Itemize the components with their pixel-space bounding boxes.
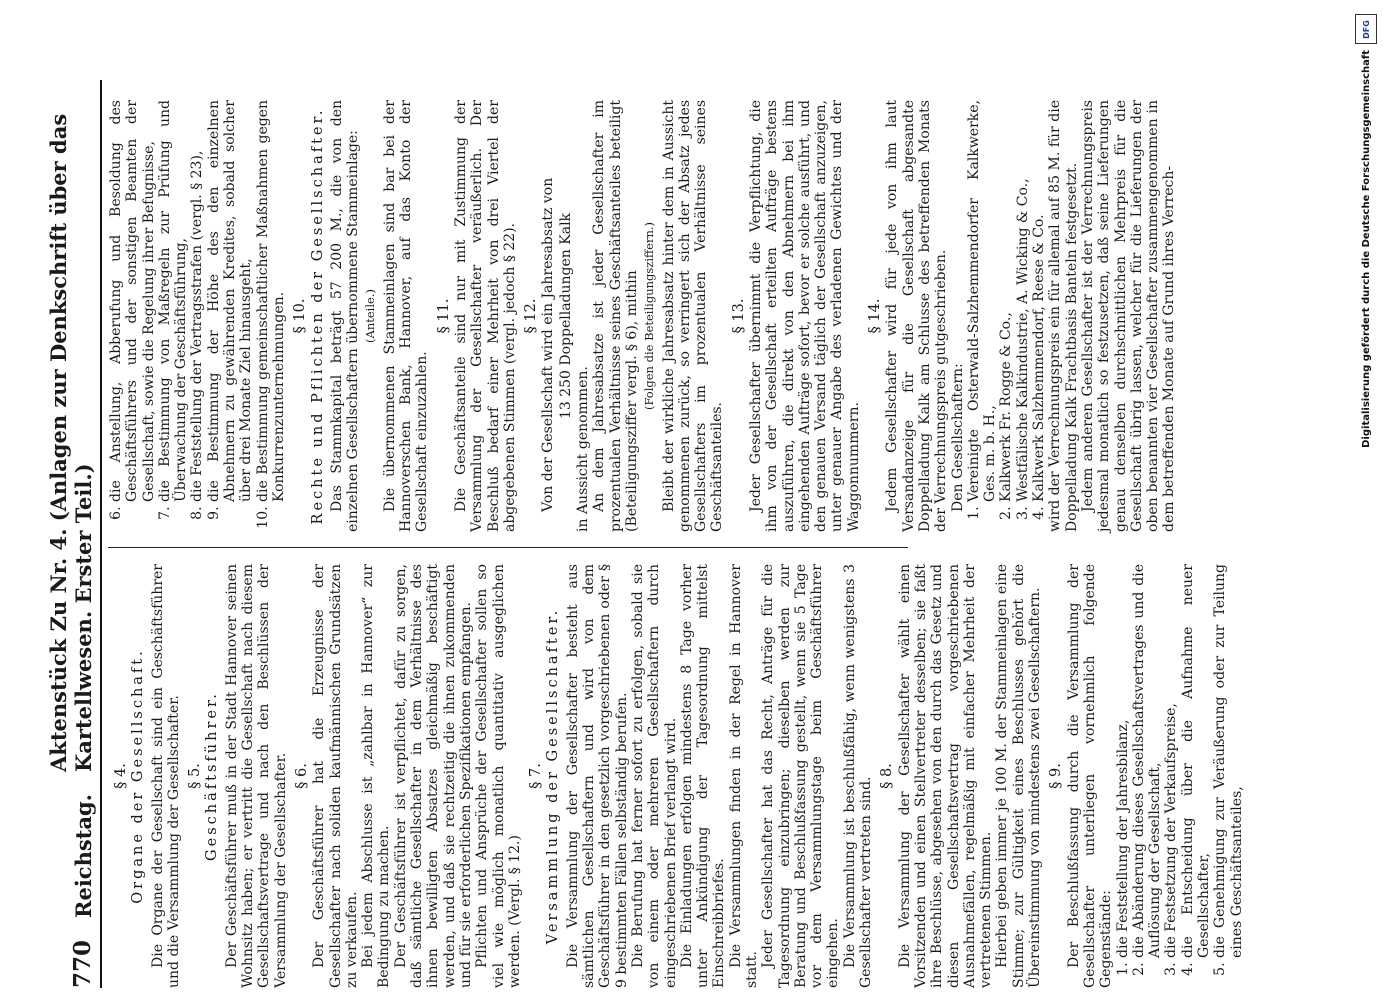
column-divider [108,547,908,548]
page-header [46,80,102,988]
paragraph: Die Berufung hat ferner sofort zu erfolgen, sobald sie von einem oder mehreren Gesellschaftern durch eingeschriebenen Brief verlangt wird. [629,564,679,988]
digitization-note [1354,14,1378,654]
paragraph: Der Geschäftsführer ist verpflichtet, dafür zu sorgen, daß sämtliche Gesellschafter in dem Verhältnisse des ihnen bewilligten Absatzes gleichmäßig beschäftigt werden, und daß sie rechtzeitig die ihnen zukommenden und für sie erforderlichen Spezifikationen empfangen. [392,564,474,988]
paragraph: Die Einladungen erfolgen mindestens 8 Tage vorher unter Ankündigung der Tagesordnung mittelst Einschreibbriefes. [678,564,728,988]
centered-line: 13 250 Doppelladungen Kalk [557,212,574,420]
paragraph: Jedem Gesellschafter wird für jede von ihm laut Versandanzeige für die Gesellschaft abgesandte Doppelladung Kalk am Schlusse des betreffenden Monats der Verrechnungspreis gutgeschrieben. [884,100,950,532]
list-item: 1. die Feststellung der Jahresbilanz, [1115,564,1131,958]
paragraph: wird der Verrechnungspreis ein für allemal auf 85 M. für die Doppelladung Kalk Frachtbasis Banteln festgesetzt. [1047,100,1080,532]
paragraph: Der Geschäftsführer muß in der Stadt Hannover seinen Wohnsitz haben; er vertritt die Gesellschaft nach diesem Gesellschaftsvertrage und nach den Beschlüssen der Versammlung der Gesellschafter. [223,564,289,988]
list-item: 10. die Bestimmung gemeinschaftlicher Maßnahmen gegen Konkurrenzunternehmungen. [255,100,288,502]
numbered-list [966,100,1047,532]
dfg-logo: DFG [1355,14,1377,44]
note: (Anteile.) [363,289,378,343]
paragraph: Die Versammlung ist beschlußfähig, wenn wenigstens 3 Gesellschafter vertreten sind. [841,564,875,988]
paragraph: Das Stammkapital beträgt 57 200 M., die von den einzelnen Gesellschaftern übernommene Stammeinlage: [328,100,362,532]
numbered-list [1115,564,1245,988]
paragraph: Bleibt der wirkliche Jahresabsatz hinter dem in Aussicht genommenen zurück, so verringert sich der Absatz jedes Gesellschafters im prozentualen Verhältnisse seines Geschäftsanteiles. [660,100,726,532]
list-item: 4. Kalkwerk Salzhemmendorf, Reese & Co. [1031,100,1047,502]
section-number: § 4. [113,763,129,789]
paragraph: Von der Gesellschaft wird ein Jahresabsatz von [540,177,557,512]
list-item: 4. die Entscheidung über die Aufnahme neuer Gesellschafter, [1180,564,1213,958]
paragraph: Pflichten und Ansprüche der Gesellschafter sollen so viel wie möglich monatlich quantitativ ausgeglichen werden. (Vergl. § 12.) [474,564,523,988]
right-column [108,100,1178,532]
section-number: § 12. [523,298,540,334]
header-title: Aktenstück Zu Nr. 4. (Anlagen zur Denkschrift über das Kartellwesen. Erster Teil.) [46,113,96,772]
section-number: § 6. [293,763,310,789]
page-number: 770 [69,939,96,988]
paragraph: An dem Jahresabsatze ist jeder Gesellschafter im prozentualen Verhältnisse seines Geschäftsanteiles beteiligt (Beteiligungsziffer vergl. § 6), mithin [591,100,640,532]
paragraph: Bei jedem Abschlusse ist „zahlbar in Hannover“ zur Bedingung zu machen. [360,564,393,988]
list-item: 5. die Genehmigung zur Veräußerung oder zur Teilung eines Geschäftsanteiles, [1212,564,1245,958]
list-item: 6. die Anstellung, Abberufung und Besoldung des Geschäftsführers und der sonstigen Beamten der Gesellschaft, sowie die Regelung ihrer Befugnisse, [108,100,157,502]
section-number: § 13. [730,298,747,334]
list-item: 1. Vereinigte Osterwald-Salzhemmendorfer Kalkwerke, Ges. m. b. H., [966,100,999,502]
section-number: § 5. [187,763,204,789]
paragraph: Jeder Gesellschafter übernimmt die Verpflichtung, die ihm von der Gesellschaft erteilten Aufträge bestens auszuführen, die direkt von den Abnehmern bei ihm eingehenden Aufträge sofort, bevor er solche ausführt, und den genauen Versand täglich der Gesellschaft anzuzeigen, unter genauer Angabe des verladenen Gewichtes und der Waggonnummern. [747,100,862,532]
paragraph: Jedem anderen Gesellschafter ist der Verrechnungspreis jedesmal monatlich so festzusetzen, daß seine Lieferungen genau denselben durchschnittlichen Mehrpreis für die Gesellschaft übrig lassen, welcher für die Lieferungen der oben benannten vier Gesellschafter zusammengenommen in dem betreffenden Monate auf Grund ihres Verrech- [1079,100,1178,532]
list-item: 7. die Bestimmung von Maßregeln zur Prüfung und Überwachung der Geschäftsführung, [157,100,190,502]
section-title: Versammlung der Gesellschafter. [545,607,562,945]
paragraph: Der Beschlußfassung durch die Versammlung der Gesellschafter unterliegen vornehmlich folgende Gegenstände: [1065,564,1115,988]
section-number: § 8. [879,763,896,789]
section-number: § 11. [435,298,452,334]
paragraph: Jeder Gesellschafter hat das Recht, Anträge für die Tagesordnung einzubringen; dieselben werden zur Beratung und Beschlußfassung gestellt, wenn sie 5 Tage vor dem Versammlungstage beim Geschäftsführer eingehen. [760,564,842,988]
section-number: § 10. [292,298,309,334]
list-item: 2. die Abänderung dieses Gesellschaftsvertrages und die Auflösung der Gesellschaft, [1131,564,1164,958]
note: (Folgen die Beteiligungsziffern.) [642,221,657,411]
list-item: 3. die Festsetzung der Verkaufspreise, [1163,564,1179,958]
header-left: Reichstag. [71,794,96,918]
section-title: Geschäftsführer. [204,691,221,861]
section-number: § 14. [867,298,884,334]
digitization-text: Digitalisierung gefördert durch die Deutsche Forschungsgemeinschaft [1360,50,1372,448]
left-column [108,564,1245,988]
paragraph: in Aussicht genommen. [575,366,592,532]
section-number: § 7. [528,763,545,789]
numbered-list [108,100,287,532]
paragraph: Die übernommenen Stammeinlagen sind bar bei der Hannoverschen Bank, Hannover, auf das Konto der Gesellschaft einzuzahlen. [381,100,431,532]
list-item: 9. die Bestimmung der Höhe des den einzelnen Abnehmern zu gewährenden Kredites, sobald solcher über drei Monate Ziel hinausgeht, [206,100,255,502]
paragraph: Die Versammlung der Gesellschafter besteht aus sämtlichen Gesellschaftern und wird von dem Geschäftsführer in den gesetzlich vorgeschriebenen oder § 9 bestimmten Fällen selbständig berufen. [564,564,630,988]
list-item: 3. Westfälische Kalkindustrie, A. Wicking & Co., [1015,100,1031,502]
section-title: Rechte und Pflichten der Gesellschafter. [309,107,326,525]
paragraph: Der Geschäftsführer hat die Erzeugnisse der Gesellschafter nach soliden kaufmännischen Grundsätzen zu verkaufen. [311,564,360,988]
section-number: § 9. [1048,763,1065,789]
paragraph: Die Geschäftsanteile sind nur mit Zustimmung der Versammlung der Gesellschafter veräußerlich. Der Beschluß bedarf einer Mehrheit von drei Viertel der abgegebenen Stimmen (vergl. jedoch § 22). [452,100,518,532]
paragraph: Die Versammlungen finden in der Regel in Hannover statt. [727,564,760,988]
paragraph: Die Versammlung der Gesellschafter wählt einen Vorsitzenden und einen Stellvertreter desselben; sie faßt ihre Beschlüsse, abgesehen von den durch das Gesetz und diesen Gesellschaftsvertrag vorgeschriebenen Ausnahmefällen, regelmäßig mit einfacher Mehrheit der vertretenen Stimmen. [896,564,995,988]
list-item: 2. Kalkwerk Fr. Rogge & Co., [998,100,1014,502]
paragraph: Den Gesellschaftern: [949,363,966,512]
list-item: 8. die Feststellung der Vertragsstrafen (vergl. § 23), [189,100,205,502]
section-title: Organe der Gesellschaft. [130,648,147,904]
paragraph: Die Organe der Gesellschaft sind ein Geschäftsführer und die Versammlung der Gesellschafter. [149,564,182,988]
paragraph: Hierbei geben immer je 100 M. der Stammeinlagen eine Stimme; zur Gültigkeit eines Beschlusses gehört die Übereinstimmung von mindestens zwei Gesellschaftern. [994,564,1044,988]
